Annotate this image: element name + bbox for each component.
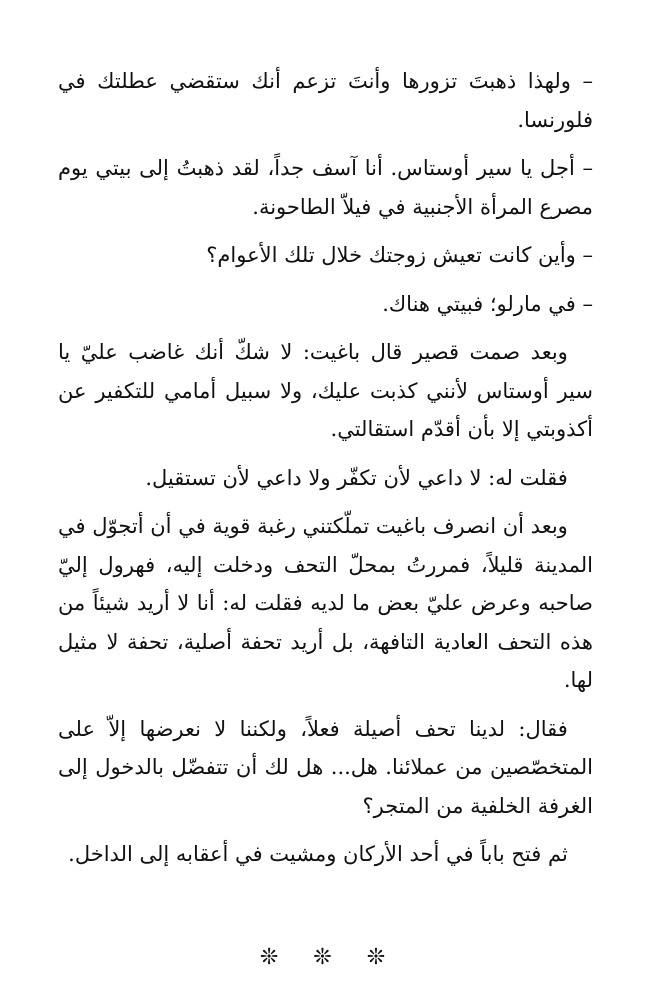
- divider-ornament-icon: ❊: [259, 945, 285, 970]
- paragraph-3: – وأين كانت تعيش زوجتك خلال تلك الأعوام؟: [206, 243, 593, 267]
- paragraph-4: – في مارلو؛ فبيتي هناك.: [382, 291, 593, 316]
- paragraph-2: – أجل يا سير أوستاس. أنا آسف جداً، لقد ذهبتُ إلى بيتي يوم مصرع المرأة الأجنبية في فيلاّ الطاحونة.: [58, 156, 593, 219]
- paragraph-6: فقلت له: لا داعي لأن تكفّر ولا داعي لأن تستقيل.: [145, 465, 568, 490]
- paragraph-8: فقال: لدينا تحف أصيلة فعلاً، ولكننا لا نعرضها إلاّ على المتخصّصين من عملائنا. هل... هل لك أن تتفضّل بالدخول إلى الغرفة الخلفية من المتجر؟: [58, 716, 593, 818]
- divider-ornament-icon: ❊: [313, 945, 338, 970]
- paragraph-5: وبعد صمت قصير قال باغيت: لا شكّ أنك غاضب عليّ يا سير أوستاس لأنني كذبت عليك، ولا سبيل أمامي للتكفير عن أكذوبتي إلا بأن أقدّم استقالتي.: [58, 340, 593, 441]
- section-divider: [0, 945, 651, 970]
- document-page: [58, 62, 593, 884]
- paragraph-1: – ولهذا ذهبتَ تزورها وأنتَ تزعم أنك ستقضي عطلتك في فلورنسا.: [58, 69, 593, 132]
- paragraph-9: ثم فتح باباً في أحد الأركان ومشيت في أعقابه إلى الداخل.: [68, 842, 568, 866]
- divider-ornament-icon: ❊: [366, 945, 392, 970]
- paragraph-7: وبعد أن انصرف باغيت تملّكتني رغبة قوية في أن أتجوّل في المدينة قليلاً، فمررتُ بمحلّ التحف ودخلت إليه، فهرول إليّ صاحبه وعرض عليّ بعض ما لديه فقلت له: أنا لا أريد شيئاً من هذه التحف العادية التافهة، بل أريد تحفة أصلية، تحفة لا مثيل لها.: [58, 514, 593, 692]
